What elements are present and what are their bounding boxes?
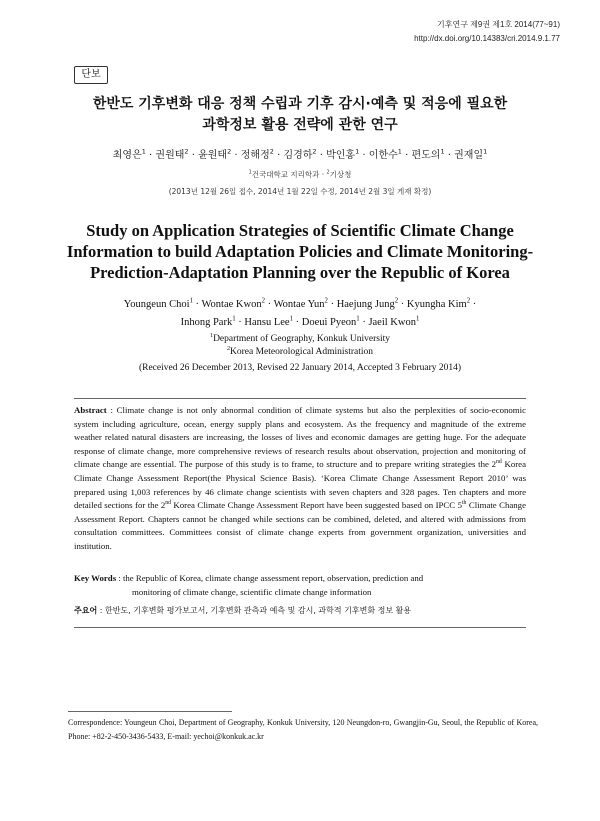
korean-keywords-text: : 한반도, 기후변화 평가보고서, 기후변화 관측과 예측 및 감시, 과학적 기후변화 정보 활용: [97, 606, 412, 615]
english-affiliation-1: $^1$Department of Geography, Konkuk University: [209, 332, 390, 344]
english-authors: [40, 296, 560, 332]
author-name: Wontae Yun: [273, 299, 325, 310]
abstract-label: Abstract: [74, 405, 107, 415]
english-authors-row2: Inhong Park$^1$ · Hansu Lee$^1$ · Doeui Pyeon$^1$ · Jaeil Kwon$^1$: [180, 315, 420, 328]
author-name: 최영은: [112, 150, 142, 161]
author-name: 김경하: [283, 150, 313, 161]
author-name: 박인홍: [326, 150, 356, 161]
author-name: Doeui Pyeon: [301, 317, 357, 328]
author-affiliation-sup: 1: [355, 147, 360, 156]
author-name: Hansu Lee: [244, 317, 290, 328]
abstract-text-a: : Climate change is not only abnormal condition of climate systems but also the perplexities of socio-economic system including agriculture, ocean, energy supply plans and ecosystem. As the frequency and magnitude of the extreme weather related natural disasters are increasing, the losses of lives and economic damages are getting huge. For the adequate response of climate change, more comprehensive reviews of research results about observation, projection and monitoring of climate change are essential. The purpose of this study is to frame, to structure and to prepare writing strategies the 2: [74, 405, 526, 470]
author-affiliation-sup: 1: [189, 297, 193, 305]
korean-affiliation-2: 기상청: [329, 170, 352, 179]
korean-authors: 최영은$^1$ · 권원태$^2$ · 윤원태$^2$ · 정해정$^2$ · 김경하$^2$ · 박인홍$^1$ · 이한수$^1$ · 편도의$^1$ · 권재일$^1$: [112, 147, 488, 161]
english-affiliation-2: $^2$Korea Meteorological Administration: [226, 345, 374, 357]
author-name: 권재일: [454, 150, 484, 161]
english-affiliations: [40, 333, 560, 359]
author-affiliation-sup: 1: [356, 315, 360, 323]
journal-doi: http://dx.doi.org/10.14383/cri.2014.9.1.77: [414, 34, 560, 43]
author-name: Kyungha Kim: [406, 299, 467, 310]
author-name: 이한수: [368, 150, 398, 161]
english-title: [40, 220, 560, 283]
korean-title: [40, 94, 560, 136]
korean-dates: (2013년 12월 26일 접수, 2014년 1월 22일 수정, 2014년 2월 3일 게재 확정): [168, 187, 432, 196]
korean-keywords-label: 주요어: [74, 606, 98, 615]
author-affiliation-sup: 1: [232, 315, 236, 323]
author-affiliation-sup: 2: [466, 297, 471, 305]
footnote-divider: [68, 711, 232, 712]
bottom-divider: [74, 627, 526, 628]
author-affiliation-sup: 2: [261, 297, 265, 305]
keywords-line1: : the Republic of Korea, climate change assessment report, observation, prediction and: [116, 573, 424, 583]
author-affiliation-sup: 1: [415, 315, 420, 323]
abstract: Abstract : Climate change is not only abnormal condition of climate systems but also the perplexities of socio-economic system including agriculture, ocean, energy supply plans and ecosystem. As the frequency and magnitude of the extreme weather related natural disasters are increasing, the losses of lives and economic damages are getting huge. For the adequate response of climate change, more comprehensive reviews of research results about observation, projection and monitoring of climate change are essential. The purpose of this study is to frame, to structure and to prepare writing strategies the 2nd Korea Climate Change Assessment Report(the Physical Science Basis). ‘Korea Climate Change Assessment Report 2010’ was prepared using 1,003 references by 46 climate change scientists with seven chapters and 328 pages. Ten chapters and more detailed sections for the 2nd Korea Climate Change Assessment Report have been suggested based on IPCC 5th Climate Change Assessment Report. Chapters cannot be changed while sections can be combined, deleted, and altered with admissions from consultation committees. Committees consist of climate change experts from government organization, universities and institution.: [74, 405, 526, 551]
author-name: Inhong Park: [180, 317, 233, 328]
author-name: 편도의: [411, 150, 441, 161]
keywords-label: Key Words: [74, 573, 117, 583]
author-name: Youngeun Choi: [123, 299, 190, 310]
english-title-line3: Prediction-Adaptation Planning over the Republic of Korea: [90, 263, 510, 282]
aff-sup: 1: [248, 169, 252, 176]
journal-volume: 기후연구 제9권 제1호 2014(77~91): [437, 20, 560, 29]
english-authors-row1: Youngeun Choi$^1$ · Wontae Kwon$^2$ · Wontae Yun$^2$ · Haejung Jung$^2$ · Kyungha Kim$^2$ ·: [123, 297, 477, 310]
english-title-line1: Study on Application Strategies of Scientific Climate Change: [86, 221, 514, 240]
journal-info: [414, 18, 560, 46]
author-affiliation-sup: 1: [141, 147, 146, 156]
author-affiliation-sup: 1: [289, 315, 293, 323]
author-affiliation-sup: 2: [394, 297, 399, 305]
author-affiliation-sup: 1: [397, 147, 402, 156]
author-name: Wontae Kwon: [201, 299, 262, 310]
author-affiliation-sup: 2: [184, 147, 189, 156]
keywords-line2: monitoring of climate change, scientific climate change information: [132, 586, 372, 597]
article-type-tag: 단보: [74, 66, 108, 84]
korean-keywords: [74, 604, 526, 617]
korean-affiliations: [40, 169, 560, 180]
author-affiliation-sup: 2: [269, 147, 274, 156]
author-name: 윤원태: [198, 150, 228, 161]
author-affiliation-sup: 2: [312, 147, 317, 156]
top-divider: [74, 398, 526, 399]
korean-affiliation-1: 건국대학교 지리학과 ·: [251, 170, 327, 179]
author-name: Haejung Jung: [336, 299, 395, 310]
abstract-text-b: Korea Climate Change Assessment Report(the Physical Science Basis). ‘Korea Climate Change Assessment Report 2010’ was prepared using 1,003 references by 46 climate change scientists with seven chapters and 328 pages. Ten chapters and more detailed sections for the 2: [74, 459, 526, 511]
correspondence-footnote: Correspondence: Youngeun Choi, Department of Geography, Konkuk University, 120 Neungdon-ro, Gwangjin-Gu, Seoul, the Republic of Korea, Phone: +82-2-450-3436-5433, E-mail: yechoi@konkuk.ac.kr: [68, 718, 538, 741]
keywords: [74, 572, 526, 599]
abstract-text-c: Korea Climate Change Assessment Report have been suggested based on IPCC 5: [171, 500, 462, 511]
korean-title-line2: 과학정보 활용 전략에 관한 연구: [202, 117, 398, 133]
korean-title-line1: 한반도 기후변화 대응 정책 수립과 기후 감시·예측 및 적응에 필요한: [92, 96, 508, 112]
english-title-line2: Information to build Adaptation Policies and Climate Monitoring-: [66, 242, 534, 261]
author-affiliation-sup: 1: [440, 147, 445, 156]
english-dates: (Received 26 December 2013, Revised 22 January 2014, Accepted 3 February 2014): [138, 363, 462, 373]
aff-sup: 2: [326, 169, 330, 176]
author-affiliation-sup: 2: [227, 147, 232, 156]
author-affiliation-sup: 2: [324, 297, 328, 305]
author-name: Jaeil Kwon: [368, 317, 416, 328]
author-name: 정해정: [240, 150, 270, 161]
author-affiliation-sup: 1: [483, 147, 488, 156]
author-name: 권원태: [155, 150, 185, 161]
abstract-text-d: Climate Change Assessment Report. Chapters cannot be changed while sections can be combined, deleted, and altered with admissions from consultation committees. Committees consist of climate change experts from government organization, universities and institution.: [74, 500, 526, 551]
